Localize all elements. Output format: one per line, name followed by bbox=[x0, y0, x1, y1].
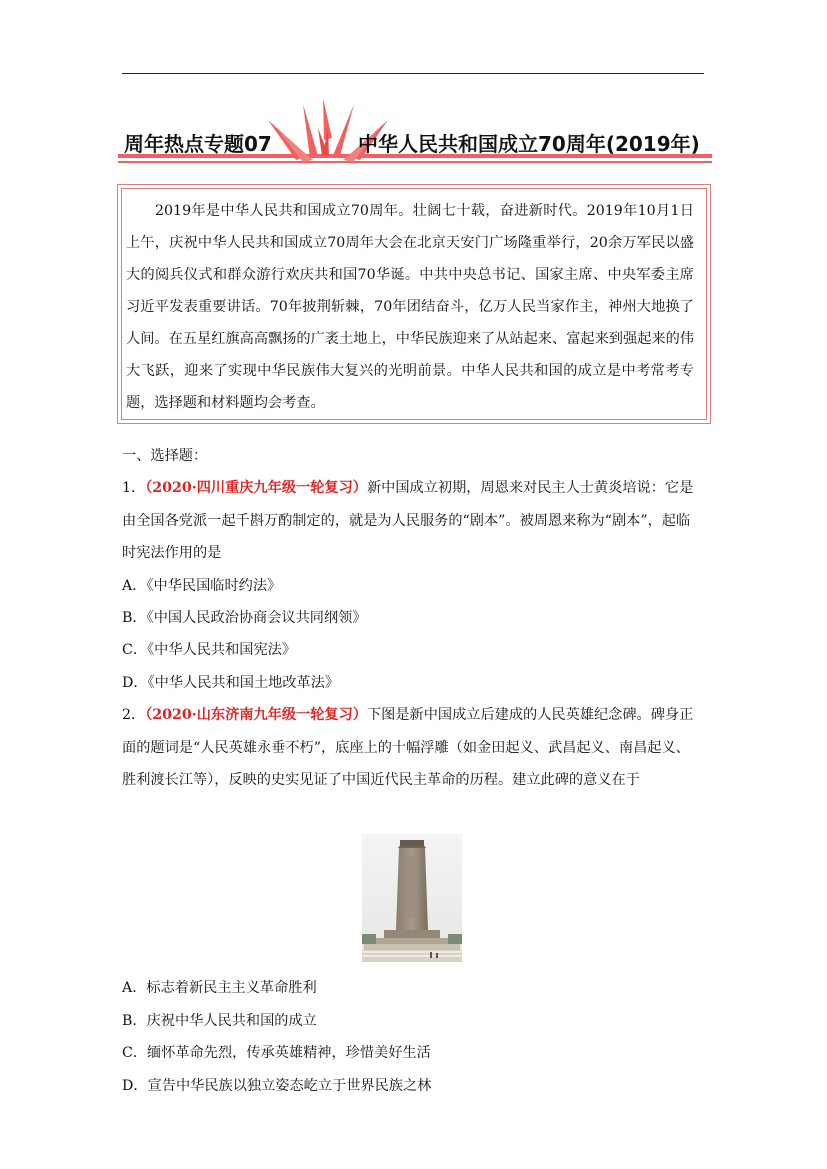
option-a: A．《中华民国临时约法》 bbox=[122, 577, 282, 594]
question-1-first-line bbox=[122, 472, 707, 504]
monument-photo bbox=[362, 834, 462, 962]
option-c: C．缅怀革命先烈，传承英雄精神，珍惜美好生活 bbox=[122, 1045, 431, 1062]
question-stem-line: 由全国各党派一起千斟万酌制定的，就是为人民服务的“剧本”。被周恩来称为“剧本”，起临 bbox=[122, 512, 691, 529]
questions-section bbox=[122, 440, 707, 1102]
option-b: B．庆祝中华人民共和国的成立 bbox=[122, 1012, 317, 1029]
summary-paragraph: 2019年是中华人民共和国成立70周年。壮阔七十载，奋进新时代。2019年10月1日上午，庆祝中华人民共和国成立70周年大会在北京天安门广场隆重举行，20余万军民以盛大的阅兵仪式和群众游行欢庆共和国70华诞。中共中央总书记、国家主席、中央军委主席习近平发表重要讲话。70年披荆斩棘，70年团结奋斗，亿万人民当家作主，神州大地换了人间。在五星红旗高高飘扬的广袤土地上，中华民族迎来了从站起来、富起来到强起来的伟大飞跃，迎来了实现中华民族伟大复兴的光明前景。中华人民共和国的成立是中考常考专题，选择题和材料题均会考查。 bbox=[126, 203, 694, 411]
header-rule bbox=[122, 73, 704, 74]
option-b: B．《中国人民政治协商会议共同纲领》 bbox=[122, 610, 367, 627]
topic-title-banner bbox=[118, 98, 712, 176]
question-stem-line: 下图是新中国成立后建成的人民英雄纪念碑。碑身正 bbox=[366, 707, 694, 724]
question-2-first-line bbox=[122, 699, 707, 731]
question-number: 1． bbox=[122, 480, 146, 497]
section-heading: 一、选择题： bbox=[122, 448, 208, 464]
question-stem-line: 胜利渡长江等），反映的史实见证了中国近代民主革命的历程。建立此碑的意义在于 bbox=[122, 772, 640, 789]
option-d: D．《中华人民共和国土地改革法》 bbox=[122, 674, 340, 691]
question-source: （2020·山东济南九年级一轮复习） bbox=[145, 707, 367, 724]
question-source: （2020·四川重庆九年级一轮复习） bbox=[145, 480, 367, 497]
question-stem-line: 面的题词是“人民英雄永垂不朽”，底座上的十幅浮雕（如金田起义、武昌起义、南昌起义、 bbox=[122, 739, 690, 756]
question-number: 2． bbox=[122, 707, 146, 724]
option-d: D．宣告中华民族以独立姿态屹立于世界民族之林 bbox=[122, 1077, 432, 1094]
question-stem-line: 时宪法作用的是 bbox=[122, 545, 222, 562]
option-a: A．标志着新民主主义革命胜利 bbox=[122, 980, 317, 997]
question-1 bbox=[122, 472, 707, 699]
topic-title-left: 周年热点专题07 bbox=[124, 132, 272, 156]
summary-box bbox=[117, 184, 711, 424]
topic-title-right: 中华人民共和国成立70周年(2019年) bbox=[358, 132, 700, 156]
question-stem-line: 新中国成立初期，周恩来对民主人士黄炎培说：它是 bbox=[366, 480, 694, 497]
question-2 bbox=[122, 699, 707, 1102]
option-c: C．《中华人民共和国宪法》 bbox=[122, 642, 297, 659]
